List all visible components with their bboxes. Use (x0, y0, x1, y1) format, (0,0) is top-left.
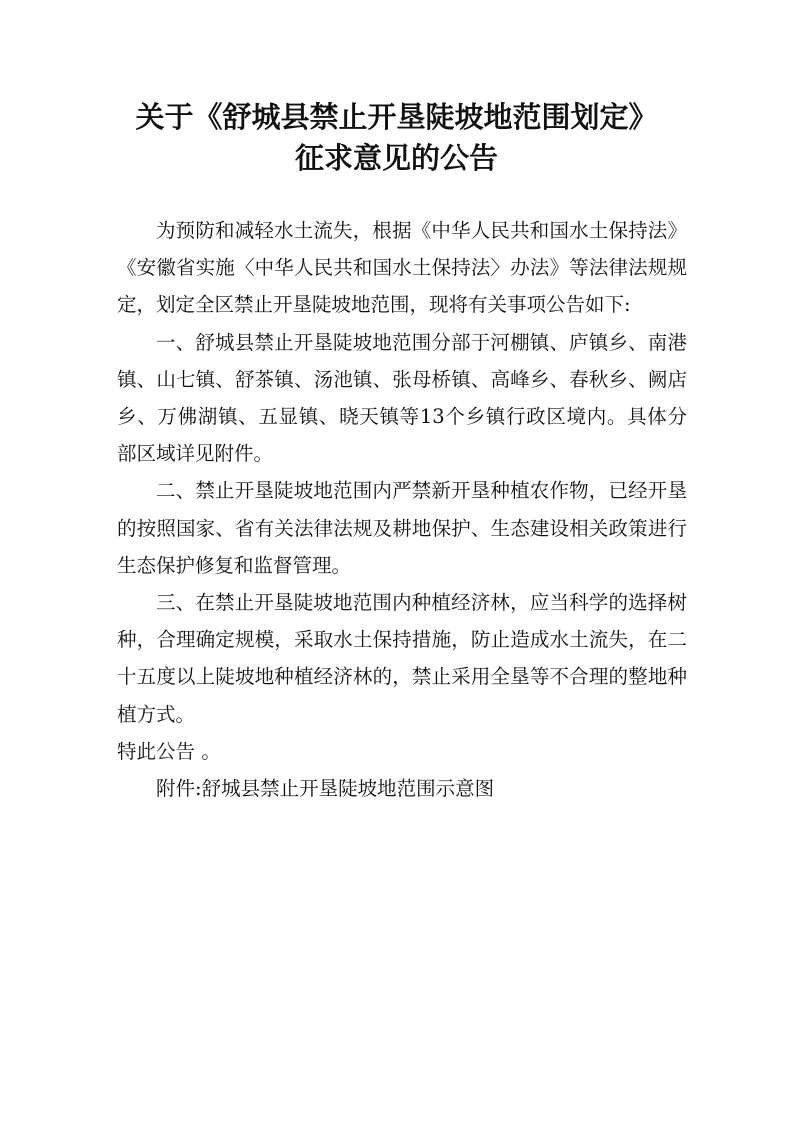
document-title-line-1: 关于《舒城县禁止开垦陡坡地范围划定》 (135, 100, 658, 134)
attachment-note: 附件:舒城县禁止开垦陡坡地范围示意图 (156, 777, 495, 801)
closing-statement: 特此公告 。 (117, 739, 221, 763)
clause-one-paragraph: 一、舒城县禁止开垦陡坡地范围分部于河棚镇、庐镇乡、南港镇、山七镇、舒茶镇、汤池镇、张母桥镇、高峰乡、春秋乡、阙店乡、万佛湖镇、五显镇、晓天镇等13个乡镇行政区境内。具体分部区域详见附件。 (117, 330, 687, 466)
document-body (117, 212, 687, 807)
clause-three-paragraph: 三、在禁止开垦陡坡地范围内种植经济林，应当科学的选择树种，合理确定规模，采取水土保持措施，防止造成水土流失，在二十五度以上陡坡地种植经济林的，禁止采用全垦等不合理的整地种植方式。 (117, 591, 687, 726)
clause-two-paragraph: 二、禁止开垦陡坡地范围内严禁新开垦种植农作物，已经开垦的按照国家、省有关法律法规及耕地保护、生态建设相关政策进行生态保护修复和监督管理。 (117, 479, 687, 577)
document-title-line-2: 征求意见的公告 (294, 141, 498, 175)
intro-paragraph: 为预防和减轻水土流失，根据《中华人民共和国水土保持法》 《安徽省实施〈中华人民共和国水土保持法〉办法》等法律法规规定，划定全区禁止开垦陡坡地范围，现将有关事项公告如下: (117, 219, 687, 317)
